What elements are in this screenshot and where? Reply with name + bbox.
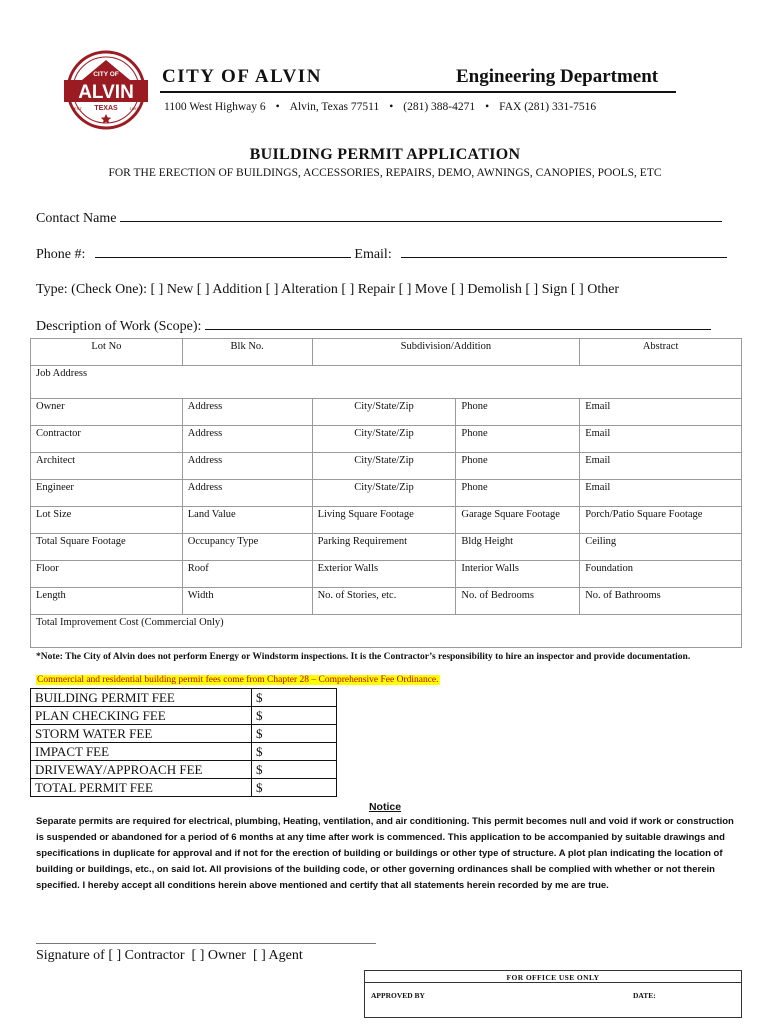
lot-no-cell[interactable]: Lot No bbox=[31, 339, 183, 366]
table-row bbox=[31, 534, 742, 561]
signer-option-label: Owner bbox=[207, 948, 246, 963]
inspection-note: *Note: The City of Alvin does not perform Energy or Windstorm inspections. It is the Contractor’s responsibility to hire an inspector and provide documentation. bbox=[36, 652, 691, 662]
table-cell[interactable]: Width bbox=[182, 588, 312, 615]
table-cell[interactable]: Roof bbox=[182, 561, 312, 588]
department-name: Engineering Department bbox=[456, 66, 659, 87]
table-cell[interactable]: Floor bbox=[31, 561, 183, 588]
bullet-separator: • bbox=[275, 101, 280, 113]
table-cell[interactable]: Engineer bbox=[31, 480, 183, 507]
phone-field[interactable] bbox=[95, 246, 351, 258]
logo-est-right: 1893 bbox=[129, 106, 139, 111]
fee-value[interactable]: $ bbox=[252, 689, 337, 707]
table-cell[interactable]: Email bbox=[580, 426, 742, 453]
form-title: BUILDING PERMIT APPLICATION bbox=[249, 146, 521, 163]
type-option-move[interactable] bbox=[399, 282, 448, 297]
fax-number: FAX (281) 331-7516 bbox=[499, 101, 597, 113]
fee-row bbox=[31, 761, 337, 779]
signer-option-agent[interactable] bbox=[249, 948, 302, 963]
type-option-repair[interactable] bbox=[341, 282, 395, 297]
checkbox[interactable]: [ ] bbox=[525, 282, 539, 297]
approved-by-label: APPROVED BY bbox=[371, 991, 425, 1000]
table-row bbox=[31, 366, 742, 399]
address-line bbox=[164, 101, 596, 113]
table-cell[interactable]: Total Square Footage bbox=[31, 534, 183, 561]
checkbox[interactable]: [ ] bbox=[341, 282, 355, 297]
logo-line3: TEXAS bbox=[94, 105, 118, 112]
table-cell[interactable]: Email bbox=[580, 399, 742, 426]
logo-line1: CITY OF bbox=[93, 71, 119, 78]
type-option-new[interactable] bbox=[150, 282, 193, 297]
fee-row bbox=[31, 707, 337, 725]
type-option-label: Alteration bbox=[281, 282, 338, 297]
table-cell[interactable]: Phone bbox=[456, 480, 580, 507]
table-row bbox=[31, 339, 742, 366]
signature-row bbox=[36, 948, 303, 964]
phone-number: (281) 388-4271 bbox=[403, 101, 476, 113]
table-cell[interactable]: Owner bbox=[31, 399, 183, 426]
fee-row bbox=[31, 725, 337, 743]
bullet-separator: • bbox=[485, 101, 490, 113]
email-label: Email: bbox=[354, 247, 392, 262]
table-cell[interactable]: Address bbox=[182, 426, 312, 453]
table-cell[interactable]: Foundation bbox=[580, 561, 742, 588]
table-cell[interactable]: Land Value bbox=[182, 507, 312, 534]
table-cell[interactable]: No. of Bedrooms bbox=[456, 588, 580, 615]
table-cell[interactable]: City/State/Zip bbox=[312, 426, 456, 453]
table-row bbox=[31, 561, 742, 588]
property-details-table bbox=[30, 338, 742, 648]
table-cell[interactable]: Phone bbox=[456, 399, 580, 426]
fees-table bbox=[30, 688, 337, 797]
fee-name: DRIVEWAY/APPROACH FEE bbox=[31, 761, 252, 779]
checkbox[interactable]: [ ] bbox=[150, 282, 164, 297]
logo-est-left: EST bbox=[74, 106, 82, 111]
street-address: 1100 West Highway 6 bbox=[164, 101, 266, 113]
bullet-separator: • bbox=[389, 101, 394, 113]
type-option-addition[interactable] bbox=[197, 282, 262, 297]
table-cell[interactable]: Address bbox=[182, 399, 312, 426]
description-row bbox=[36, 318, 711, 335]
table-cell[interactable]: Address bbox=[182, 453, 312, 480]
table-cell[interactable]: City/State/Zip bbox=[312, 480, 456, 507]
phone-label: Phone #: bbox=[36, 247, 86, 262]
table-cell[interactable]: Porch/Patio Square Footage bbox=[580, 507, 742, 534]
checkbox[interactable]: [ ] bbox=[108, 948, 122, 963]
type-option-label: New bbox=[166, 282, 194, 297]
checkbox[interactable]: [ ] bbox=[252, 948, 266, 963]
table-cell[interactable]: Phone bbox=[456, 426, 580, 453]
fee-value[interactable]: $ bbox=[252, 707, 337, 725]
office-use-heading: FOR OFFICE USE ONLY bbox=[506, 973, 600, 982]
table-cell[interactable]: Email bbox=[580, 453, 742, 480]
contact-name-label: Contact Name bbox=[36, 211, 117, 226]
city-seal-logo bbox=[60, 50, 152, 130]
logo-line2: ALVIN bbox=[78, 82, 134, 103]
table-cell[interactable]: Parking Requirement bbox=[312, 534, 456, 561]
table-cell[interactable]: No. of Stories, etc. bbox=[312, 588, 456, 615]
table-row bbox=[31, 453, 742, 480]
table-row bbox=[31, 588, 742, 615]
signer-option-label: Agent bbox=[268, 948, 303, 963]
type-option-label: Demolish bbox=[467, 282, 522, 297]
table-row bbox=[31, 507, 742, 534]
table-cell[interactable]: Bldg Height bbox=[456, 534, 580, 561]
table-cell[interactable]: Architect bbox=[31, 453, 183, 480]
fee-value[interactable]: $ bbox=[252, 761, 337, 779]
form-subtitle: FOR THE ERECTION OF BUILDINGS, ACCESSORIES, REPAIRS, DEMO, AWNINGS, CANOPIES, POOLS, ETC bbox=[108, 167, 662, 179]
fee-name: BUILDING PERMIT FEE bbox=[31, 689, 252, 707]
type-option-label: Addition bbox=[212, 282, 263, 297]
table-cell[interactable]: Living Square Footage bbox=[312, 507, 456, 534]
header-rule bbox=[160, 91, 676, 93]
type-row bbox=[36, 282, 619, 298]
contact-name-field[interactable] bbox=[120, 210, 722, 222]
fee-row bbox=[31, 779, 337, 797]
table-cell[interactable]: Address bbox=[182, 480, 312, 507]
table-cell[interactable]: Email bbox=[580, 480, 742, 507]
table-row bbox=[31, 399, 742, 426]
job-address-cell[interactable]: Job Address bbox=[31, 366, 742, 399]
checkbox[interactable]: [ ] bbox=[191, 948, 205, 963]
type-option-other[interactable] bbox=[571, 282, 619, 297]
description-label: Description of Work (Scope): bbox=[36, 319, 202, 334]
signer-option-owner[interactable] bbox=[188, 948, 246, 963]
table-cell[interactable]: City/State/Zip bbox=[312, 399, 456, 426]
subdivision-cell[interactable]: Subdivision/Addition bbox=[312, 339, 580, 366]
table-cell[interactable]: Ceiling bbox=[580, 534, 742, 561]
notice-body: Separate permits are required for electrical, plumbing, Heating, ventilation, and air conditioning. This permit becomes null and void if work or construction is suspended or abandoned for a period of 6 months at any time after work is commenced. This application to be accompanied by suitable drawings and specifications in duplicate for approval and if not for the erection of building or buildings or other type of structure. A plot plan indicating the location of building or buildings, etc., on said lot. All provisions of the building code, or other governing ordinances shall be complied with whether or not therein specified. I hereby accept all conditions herein above mentioned and certify that all statements herein recorded by me are true. bbox=[36, 816, 734, 891]
table-row bbox=[31, 480, 742, 507]
signature-line[interactable] bbox=[36, 943, 376, 944]
type-option-label: Other bbox=[587, 282, 620, 297]
description-field[interactable] bbox=[205, 318, 711, 330]
type-label: Type: (Check One): bbox=[36, 282, 147, 297]
contact-name-row bbox=[36, 210, 722, 227]
notice-heading: Notice bbox=[368, 801, 402, 813]
table-cell[interactable]: Occupancy Type bbox=[182, 534, 312, 561]
table-row bbox=[31, 426, 742, 453]
table-cell[interactable]: Garage Square Footage bbox=[456, 507, 580, 534]
abstract-cell[interactable]: Abstract bbox=[580, 339, 742, 366]
city-state-zip: Alvin, Texas 77511 bbox=[289, 101, 380, 113]
blk-no-cell[interactable]: Blk No. bbox=[182, 339, 312, 366]
type-option-label: Repair bbox=[357, 282, 396, 297]
table-cell[interactable]: Interior Walls bbox=[456, 561, 580, 588]
fee-value[interactable]: $ bbox=[252, 743, 337, 761]
table-cell[interactable]: Phone bbox=[456, 453, 580, 480]
fee-name: STORM WATER FEE bbox=[31, 725, 252, 743]
total-improvement-cost-cell[interactable]: Total Improvement Cost (Commercial Only) bbox=[31, 615, 742, 648]
fee-row bbox=[31, 743, 337, 761]
signature-label: Signature of bbox=[36, 948, 105, 963]
table-cell[interactable]: City/State/Zip bbox=[312, 453, 456, 480]
table-cell[interactable]: No. of Bathrooms bbox=[580, 588, 742, 615]
checkbox[interactable]: [ ] bbox=[398, 282, 412, 297]
type-option-label: Sign bbox=[541, 282, 568, 297]
type-option-sign[interactable] bbox=[525, 282, 567, 297]
table-row bbox=[31, 615, 742, 648]
email-field[interactable] bbox=[401, 246, 727, 258]
table-cell[interactable]: Length bbox=[31, 588, 183, 615]
fee-value[interactable]: $ bbox=[252, 725, 337, 743]
signer-option-label: Contractor bbox=[124, 948, 185, 963]
office-use-divider bbox=[365, 982, 741, 983]
fee-value[interactable]: $ bbox=[252, 779, 337, 797]
table-cell[interactable]: Exterior Walls bbox=[312, 561, 456, 588]
city-name: CITY OF ALVIN bbox=[162, 66, 322, 87]
type-option-label: Move bbox=[414, 282, 448, 297]
fee-row bbox=[31, 689, 337, 707]
type-option-demolish[interactable] bbox=[451, 282, 522, 297]
signer-option-contractor[interactable] bbox=[108, 948, 184, 963]
table-cell[interactable]: Contractor bbox=[31, 426, 183, 453]
fee-name: TOTAL PERMIT FEE bbox=[31, 779, 252, 797]
office-use-box bbox=[364, 970, 742, 1018]
checkbox[interactable]: [ ] bbox=[265, 282, 279, 297]
phone-email-row bbox=[36, 246, 727, 263]
fee-name: PLAN CHECKING FEE bbox=[31, 707, 252, 725]
checkbox[interactable]: [ ] bbox=[196, 282, 210, 297]
date-label: DATE: bbox=[633, 991, 656, 1000]
checkbox[interactable]: [ ] bbox=[570, 282, 584, 297]
checkbox[interactable]: [ ] bbox=[451, 282, 464, 297]
table-cell[interactable]: Lot Size bbox=[31, 507, 183, 534]
type-option-alteration[interactable] bbox=[266, 282, 338, 297]
fee-ordinance-highlight: Commercial and residential building permit fees come from Chapter 28 – Comprehensive Fee Ordinance. bbox=[37, 675, 439, 685]
fee-name: IMPACT FEE bbox=[31, 743, 252, 761]
